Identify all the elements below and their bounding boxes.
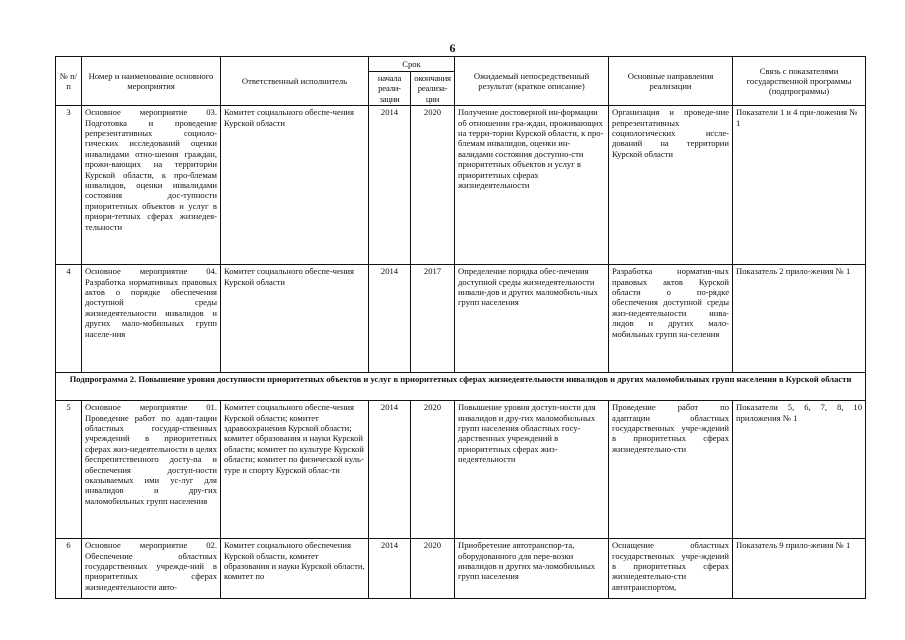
row-result: Приобретение автотранспор-та, оборудованного для пере-возки инвалидов и других ма-ломобильных групп населения	[455, 539, 609, 599]
table-row	[56, 265, 866, 373]
row-link: Показатель 2 прило-жения № 1	[733, 265, 866, 373]
row-num: 6	[56, 539, 82, 599]
row-name: Основное мероприятие 01. Проведение работ по адап-тации областных государ-ственных учреждений в приоритетных сферах жиз-недеятельности в целях беспрепятственного досту-па и обеспечения доступ-ности оказываемых ими ус-луг для инвалидов и дру-гих маломобильных групп населения	[82, 401, 221, 539]
table-row	[56, 539, 866, 599]
row-start: 2014	[369, 539, 411, 599]
col-header-term: Срок	[369, 57, 455, 72]
row-name: Основное мероприятие 04. Разработка нормативных правовых актов о порядке обеспечения доступной среды жизнедеятельности инвалидов и других мало-мобильных групп населе-ния	[82, 265, 221, 373]
row-num: 3	[56, 106, 82, 265]
row-result: Определение порядка обес-печения доступной среды жизнедеятельности инвали-дов и других маломобиль-ных групп населения	[455, 265, 609, 373]
row-name: Основное мероприятие 02. Обеспечение областных государственных учрежде-ний в приоритетных сферах жизнедеятельности авто-	[82, 539, 221, 599]
row-link: Показатели 1 и 4 при-ложения № 1	[733, 106, 866, 265]
subprogram-title: Подпрограмма 2. Повышение уровня доступности приоритетных объектов и услуг в приоритетных сферах жизнедеятельности инвалидов и других маломобильных групп населения в Курской области	[56, 373, 866, 401]
page-number: 6	[449, 41, 456, 55]
row-result: Получение достоверной ин-формации об отношении гра-ждан, проживающих на терри-тории Курской области, к про-блемам инвалидов, оценки ин-валидами состояния доступно-сти приоритетных объектов и услуг в приоритетных сферах жизнедеятельности	[455, 106, 609, 265]
row-num: 4	[56, 265, 82, 373]
row-num: 5	[56, 401, 82, 539]
table-row	[56, 401, 866, 539]
subprogram-row	[56, 373, 866, 401]
col-header-name: Номер и наименование основного мероприятия	[82, 57, 221, 106]
table-row	[56, 106, 866, 265]
col-header-directions: Основные направления реализации	[609, 57, 733, 106]
col-header-start: начала реали-зации	[369, 72, 411, 106]
col-header-num: № п/п	[56, 57, 82, 106]
row-executor: Комитет социального обеспе-чения Курской области	[221, 106, 369, 265]
row-start: 2014	[369, 401, 411, 539]
row-directions: Оснащение областных государственных учре-ждений в приоритетных сферах жизнедеятельно-сти автотранспортом,	[609, 539, 733, 599]
row-start: 2014	[369, 106, 411, 265]
col-header-end: окончания реализа-ции	[411, 72, 455, 106]
row-name: Основное мероприятие 03. Подготовка и проведение репрезентативных социоло-гических исследований оценки инвалидами отно-шения граждан, прожи-вающих на территории Курской области, к про-блемам инвалидов, оценки инвалидами состояния дос-тупности приоритетных объектов и услуг в приори-тетных сферах жизнедея-тельности	[82, 106, 221, 265]
row-executor: Комитет социального обеспе-чения Курской области; комитет здравоохранения Курской области; комитет образования и науки Курской области; комитет по культуре Курской области; комитет по физической куль-туре и спорту Курской облас-ти	[221, 401, 369, 539]
col-header-executor: Ответственный исполнитель	[221, 57, 369, 106]
row-link: Показатели 5, 6, 7, 8, 10 приложения № 1	[733, 401, 866, 539]
row-directions: Проведение работ по адаптации областных государственных учре-ждений в приоритетных сферах жизнедеятельно-сти	[609, 401, 733, 539]
row-start: 2014	[369, 265, 411, 373]
row-end: 2020	[411, 539, 455, 599]
row-link: Показатель 9 прило-жения № 1	[733, 539, 866, 599]
events-table	[55, 56, 866, 599]
row-directions: Организация и проведе-ние репрезентативных социологических иссле-дований на территории Курской области	[609, 106, 733, 265]
col-header-link: Связь с показателями государственной программы (подпрограммы)	[733, 57, 866, 106]
row-end: 2017	[411, 265, 455, 373]
row-executor: Комитет социального обеспе-чения Курской области	[221, 265, 369, 373]
row-end: 2020	[411, 106, 455, 265]
row-directions: Разработка норматив-ных правовых актов Курской области о по-рядке обеспечения доступной среды жиз-недеятельности инва-лидов и других мало-мобильных групп на-селения	[609, 265, 733, 373]
header-row	[56, 57, 866, 72]
row-result: Повышение уровня доступ-ности для инвалидов и дру-гих маломобильных групп населения областных госу-дарственных учреждений в приоритетных сферах жиз-недеятельности	[455, 401, 609, 539]
row-executor: Комитет социального обеспечения Курской области, комитет образования и науки Курской области, комитет по	[221, 539, 369, 599]
col-header-result: Ожидаемый непосредственный результат (краткое описание)	[455, 57, 609, 106]
row-end: 2020	[411, 401, 455, 539]
